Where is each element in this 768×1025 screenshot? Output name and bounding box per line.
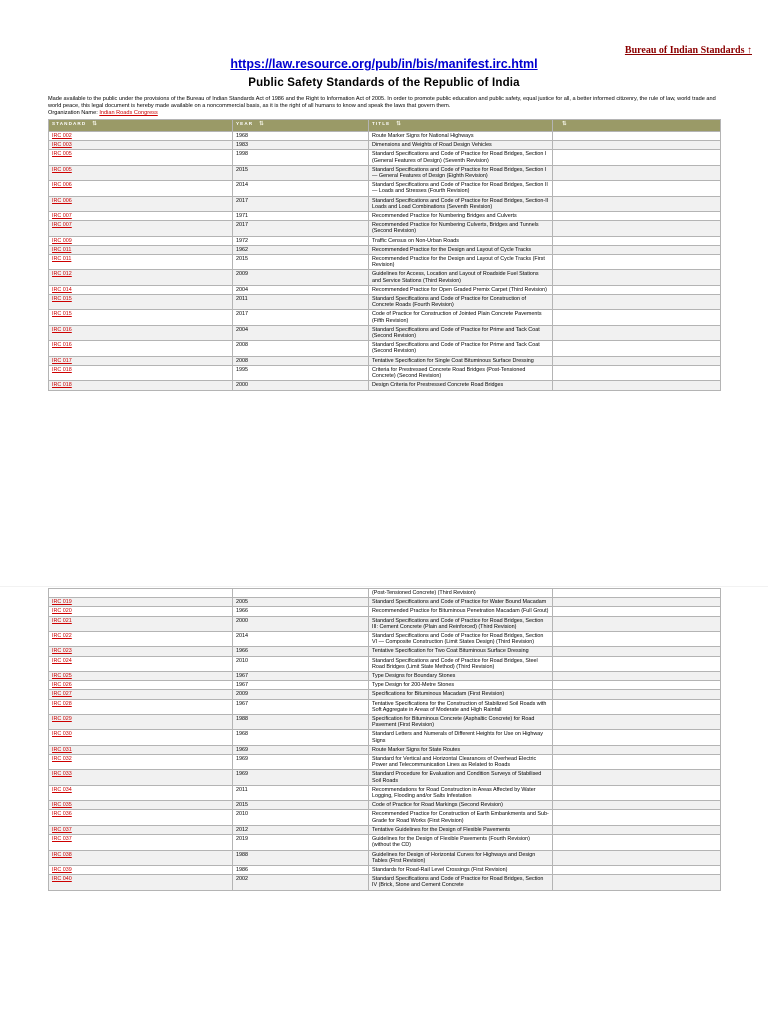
table-row [49, 165, 721, 180]
standard-link[interactable]: IRC 003 [52, 142, 72, 149]
cell-standard [49, 616, 233, 631]
document-title: Public Safety Standards of the Republic of India [248, 77, 520, 89]
cell-year: 1966 [233, 647, 369, 656]
standard-link[interactable]: IRC 009 [52, 237, 72, 244]
cell-year: 2010 [233, 656, 369, 671]
standard-link[interactable]: IRC 028 [52, 700, 72, 707]
cell-standard [49, 825, 233, 834]
cell-title: Standard Specifications and Code of Practice for Prime and Tack Coat (Second Revision) [369, 341, 553, 356]
cell-extra [553, 835, 721, 850]
cell-title: Tentative Guidelines for the Design of Flexible Pavements [369, 825, 553, 834]
cell-year: 2009 [233, 690, 369, 699]
cell-extra [553, 865, 721, 874]
standard-link[interactable]: IRC 007 [52, 222, 72, 229]
table-row [49, 755, 721, 770]
document-page-2 [0, 586, 768, 1025]
cell-year: 2008 [233, 341, 369, 356]
standard-link[interactable]: IRC 034 [52, 786, 72, 793]
cell-title: Standard Procedure for Evaluation and Condition Surveys of Stabilised Soil Roads [369, 770, 553, 785]
cell-year: 2000 [233, 381, 369, 390]
table-row [49, 699, 721, 714]
cell-standard [49, 150, 233, 165]
cell-extra [553, 875, 721, 890]
table-row [49, 865, 721, 874]
cell-extra [553, 141, 721, 150]
cell-title: Standard Letters and Numerals of Different Heights for Use on Highway Signs [369, 730, 553, 745]
standard-link[interactable]: IRC 031 [52, 746, 72, 753]
table-row [49, 730, 721, 745]
table-row [49, 270, 721, 285]
table-row [49, 632, 721, 647]
standard-link[interactable]: IRC 005 [52, 166, 72, 173]
cell-standard [49, 365, 233, 380]
cell-title: Criteria for Prestressed Concrete Road Bridges (Post-Tensioned Concrete) (Second Revision) [369, 365, 553, 380]
cell-standard [49, 212, 233, 221]
cell-year [233, 589, 369, 598]
cell-year: 1968 [233, 132, 369, 141]
cell-standard [49, 141, 233, 150]
table-row [49, 285, 721, 294]
table-row [49, 150, 721, 165]
cell-extra [553, 745, 721, 754]
cell-year: 1969 [233, 745, 369, 754]
cell-year: 1995 [233, 365, 369, 380]
cell-title: Recommended Practice for the Design and Layout of Cycle Tracks [369, 245, 553, 254]
cell-title: Tentative Specifications for the Construction of Stabilized Soil Roads with Soft Aggregate in Areas of Moderate and High Rainfall [369, 699, 553, 714]
table-row [49, 141, 721, 150]
table-row [49, 245, 721, 254]
standards-table-continued [48, 588, 721, 891]
cell-year: 1971 [233, 212, 369, 221]
standard-link[interactable]: IRC 014 [52, 286, 72, 293]
standard-link[interactable]: IRC 037 [52, 836, 72, 843]
standard-link[interactable]: IRC 021 [52, 617, 72, 624]
cell-standard [49, 681, 233, 690]
cell-standard [49, 236, 233, 245]
cell-title: Standards for Road-Rail Level Crossings (First Revision) [369, 865, 553, 874]
cell-standard [49, 255, 233, 270]
cell-extra [553, 221, 721, 236]
cell-title: (Post-Tensioned Concrete) (Third Revision) [369, 589, 553, 598]
cell-extra [553, 285, 721, 294]
cell-extra [553, 616, 721, 631]
table-row [49, 850, 721, 865]
standard-link[interactable]: IRC 025 [52, 673, 72, 680]
standard-link[interactable]: IRC 017 [52, 357, 72, 364]
column-header-standard[interactable]: STANDARD ⇅ [49, 120, 233, 132]
cell-extra [553, 801, 721, 810]
column-header-title[interactable]: TITLE ⇅ [369, 120, 553, 132]
standard-link[interactable]: IRC 011 [52, 256, 72, 263]
cell-year: 1967 [233, 681, 369, 690]
cell-year: 2008 [233, 356, 369, 365]
cell-year: 1967 [233, 672, 369, 681]
table-row [49, 616, 721, 631]
cell-standard [49, 270, 233, 285]
cell-standard [49, 865, 233, 874]
cell-extra [553, 785, 721, 800]
standard-link[interactable]: IRC 032 [52, 756, 72, 763]
cell-standard [49, 770, 233, 785]
organization-label: Organization Name: [48, 110, 98, 116]
table-row [49, 255, 721, 270]
manifest-url-link[interactable]: https://law.resource.org/pub/in/bis/manifest.irc.html [230, 57, 538, 71]
standard-link[interactable]: IRC 037 [52, 826, 72, 833]
cell-title: Standard Specifications and Code of Practice for Road Bridges, Section I — General Features of Design (Eighth Revision) [369, 165, 553, 180]
standard-link[interactable]: IRC 015 [52, 296, 72, 303]
standard-link[interactable]: IRC 019 [52, 599, 72, 606]
table-row [49, 589, 721, 598]
table-row [49, 875, 721, 890]
cell-title: Guidelines for the Design of Flexible Pavements (Fourth Revision) (without the CD) [369, 835, 553, 850]
cell-standard [49, 598, 233, 607]
intro-paragraph: Made available to the public under the provisions of the Bureau of Indian Standards Act of 1986 and the Right to Information Act of 2005. In order to promote public education and public safety, equal justice for all, a better informed citizenry, the rule of law, world trade and world peace, this legal document is hereby made available on a noncommercial basis, as it is the right of all humans to know and speak the laws that govern them. [48, 96, 716, 109]
cell-title: Recommended Practice for Construction of Earth Embankments and Sub-Grade for Road Works (First Revision) [369, 810, 553, 825]
cell-title: Recommended Practice for Open Graded Premix Carpet (Third Revision) [369, 285, 553, 294]
cell-extra [553, 132, 721, 141]
cell-title: Recommended Practice for Numbering Culverts, Bridges and Tunnels (Second Revision) [369, 221, 553, 236]
cell-standard [49, 341, 233, 356]
cell-standard [49, 165, 233, 180]
table-row [49, 656, 721, 671]
table-row [49, 310, 721, 325]
table-row [49, 607, 721, 616]
cell-title: Standard Specifications and Code of Practice for Road Bridges, Section-II Loads and Load Combinations (Seventh Revision) [369, 196, 553, 211]
cell-title: Traffic Census on Non-Urban Roads [369, 236, 553, 245]
cell-standard [49, 647, 233, 656]
table-row [49, 647, 721, 656]
sort-arrows-icon[interactable]: ⇅ [259, 121, 264, 127]
table-row [49, 181, 721, 196]
cell-extra [553, 672, 721, 681]
cell-extra [553, 310, 721, 325]
table-row [49, 745, 721, 754]
cell-extra [553, 755, 721, 770]
cell-standard [49, 325, 233, 340]
cell-year: 1967 [233, 699, 369, 714]
standard-link[interactable]: IRC 027 [52, 691, 72, 698]
cell-extra [553, 681, 721, 690]
standard-link[interactable]: IRC 040 [52, 876, 72, 883]
cell-title: Standard Specifications and Code of Practice for Road Bridges, Section II — Loads and Stresses (Fourth Revision) [369, 181, 553, 196]
cell-title: Standard Specifications and Code of Practice for Water Bound Macadam [369, 598, 553, 607]
standard-link[interactable]: IRC 016 [52, 326, 72, 333]
table-row [49, 598, 721, 607]
cell-year: 1969 [233, 770, 369, 785]
cell-year: 2017 [233, 310, 369, 325]
table-header-row [49, 120, 721, 132]
cell-year: 2010 [233, 810, 369, 825]
cell-extra [553, 245, 721, 254]
cell-extra [553, 255, 721, 270]
cell-title: Standard Specifications and Code of Practice for Road Bridges, Steel Road Bridges (Limit State Method) (Third Revision) [369, 656, 553, 671]
cell-standard [49, 245, 233, 254]
cell-standard [49, 875, 233, 890]
cell-extra [553, 236, 721, 245]
table-row [49, 196, 721, 211]
cell-title: Standard Specifications and Code of Practice for Road Bridges, Section VI — Composite Construction (Limit States Design) (Third Revision) [369, 632, 553, 647]
cell-extra [553, 356, 721, 365]
standard-link[interactable]: IRC 018 [52, 366, 72, 373]
cell-standard [49, 690, 233, 699]
cell-title: Standard Specifications and Code of Practice for Road Bridges, Section III: Cement Concrete (Plain and Reinforced) (Third Revision) [369, 616, 553, 631]
cell-year: 1972 [233, 236, 369, 245]
standard-link[interactable]: IRC 029 [52, 716, 72, 723]
cell-year: 2000 [233, 616, 369, 631]
cell-extra [553, 715, 721, 730]
cell-extra [553, 825, 721, 834]
cell-year: 2017 [233, 221, 369, 236]
sort-arrows-icon[interactable]: ⇅ [562, 121, 567, 127]
cell-standard [49, 755, 233, 770]
cell-standard [49, 221, 233, 236]
table-row [49, 132, 721, 141]
cell-title: Standard Specifications and Code of Practice for Road Bridges, Section I (General Features of Design) (Seventh Revision) [369, 150, 553, 165]
cell-standard [49, 381, 233, 390]
cell-extra [553, 325, 721, 340]
standard-link[interactable]: IRC 005 [52, 151, 72, 158]
cell-extra [553, 730, 721, 745]
standard-link[interactable]: IRC 026 [52, 682, 72, 689]
cell-extra [553, 810, 721, 825]
standard-link[interactable]: IRC 015 [52, 311, 72, 318]
cell-standard [49, 196, 233, 211]
cell-title: Standard Specifications and Code of Practice for Road Bridges, Section IV (Brick, Stone and Cement Concrete [369, 875, 553, 890]
cell-year: 1962 [233, 245, 369, 254]
cell-standard [49, 356, 233, 365]
standard-link[interactable]: IRC 024 [52, 657, 72, 664]
cell-extra [553, 165, 721, 180]
cell-standard [49, 589, 233, 598]
standard-link[interactable]: IRC 033 [52, 771, 72, 778]
column-header-extra[interactable] [553, 120, 721, 132]
cell-year: 1983 [233, 141, 369, 150]
cell-extra [553, 598, 721, 607]
cell-standard [49, 785, 233, 800]
cell-title: Recommended Practice for Numbering Bridges and Culverts [369, 212, 553, 221]
standard-link[interactable]: IRC 035 [52, 802, 72, 809]
cell-standard [49, 181, 233, 196]
cell-standard [49, 132, 233, 141]
standard-link[interactable]: IRC 018 [52, 382, 72, 389]
cell-year: 2004 [233, 285, 369, 294]
sort-arrows-icon[interactable]: ⇅ [92, 121, 97, 127]
standard-link[interactable]: IRC 006 [52, 182, 72, 189]
cell-standard [49, 632, 233, 647]
standard-link[interactable]: IRC 039 [52, 866, 72, 873]
standard-link[interactable]: IRC 011 [52, 246, 72, 253]
table-row [49, 356, 721, 365]
table-row [49, 801, 721, 810]
cell-title: Specifications for Bituminous Macadam (First Revision) [369, 690, 553, 699]
cell-extra [553, 770, 721, 785]
cell-standard [49, 745, 233, 754]
cell-extra [553, 181, 721, 196]
cell-standard [49, 672, 233, 681]
cell-extra [553, 365, 721, 380]
standard-link[interactable]: IRC 006 [52, 197, 72, 204]
cell-year: 2011 [233, 295, 369, 310]
sort-arrows-icon[interactable]: ⇅ [396, 121, 401, 127]
cell-extra [553, 196, 721, 211]
table-row [49, 770, 721, 785]
standards-table [48, 119, 721, 391]
cell-year: 2014 [233, 632, 369, 647]
cell-extra [553, 212, 721, 221]
cell-title: Type Design for 200-Metre Stones [369, 681, 553, 690]
table-row [49, 835, 721, 850]
cell-title: Tentative Specification for Two Coat Bituminous Surface Dressing [369, 647, 553, 656]
cell-standard [49, 295, 233, 310]
table-row [49, 715, 721, 730]
table-row [49, 690, 721, 699]
table-row [49, 325, 721, 340]
cell-standard [49, 730, 233, 745]
cell-standard [49, 607, 233, 616]
standard-link[interactable]: IRC 036 [52, 811, 72, 818]
cell-year: 2012 [233, 825, 369, 834]
cell-year: 2009 [233, 270, 369, 285]
cell-standard [49, 835, 233, 850]
cell-extra [553, 589, 721, 598]
cell-title: Design Criteria for Prestressed Concrete Road Bridges [369, 381, 553, 390]
table-row [49, 785, 721, 800]
table-row [49, 221, 721, 236]
cell-year: 2011 [233, 785, 369, 800]
cell-year: 2017 [233, 196, 369, 211]
cell-standard [49, 850, 233, 865]
table-row [49, 236, 721, 245]
cell-year: 2019 [233, 835, 369, 850]
cell-year: 2005 [233, 598, 369, 607]
standard-link[interactable]: IRC 012 [52, 271, 72, 278]
bureau-of-indian-standards-link[interactable]: Bureau of Indian Standards ↑ [624, 45, 752, 56]
cell-title: Route Marker Signs for State Routes [369, 745, 553, 754]
standard-link[interactable]: IRC 030 [52, 731, 72, 738]
cell-title: Code of Practice for Construction of Jointed Plain Concrete Pavements (Fifth Revision) [369, 310, 553, 325]
cell-title: Standard Specifications and Code of Practice for Prime and Tack Coat (Second Revision) [369, 325, 553, 340]
cell-year: 1969 [233, 755, 369, 770]
cell-year: 2002 [233, 875, 369, 890]
standard-link[interactable]: IRC 023 [52, 648, 72, 655]
column-header-year[interactable]: YEAR ⇅ [233, 120, 369, 132]
cell-year: 1986 [233, 865, 369, 874]
cell-title: Tentative Specification for Single Coat Bituminous Surface Dressing [369, 356, 553, 365]
cell-year: 2015 [233, 801, 369, 810]
cell-title: Code of Practice for Road Markings (Second Revision) [369, 801, 553, 810]
table-row [49, 212, 721, 221]
cell-year: 2015 [233, 165, 369, 180]
table-row [49, 295, 721, 310]
cell-standard [49, 656, 233, 671]
cell-title: Type Designs for Boundary Stones [369, 672, 553, 681]
cell-title: Standard for Vertical and Horizontal Clearances of Overhead Electric Power and Telecommunication Lines as Related to Roads [369, 755, 553, 770]
cell-extra [553, 341, 721, 356]
table-row [49, 341, 721, 356]
cell-extra [553, 699, 721, 714]
cell-standard [49, 801, 233, 810]
cell-year: 1968 [233, 730, 369, 745]
cell-year: 2004 [233, 325, 369, 340]
cell-standard [49, 285, 233, 294]
cell-title: Standard Specifications and Code of Practice for Construction of Concrete Roads (Fourth Revision) [369, 295, 553, 310]
cell-standard [49, 699, 233, 714]
cell-title: Guidelines for Access, Location and Layout of Roadside Fuel Stations and Service Stations (Third Revision) [369, 270, 553, 285]
cell-title: Specification for Bituminous Concrete (Asphaltic Concrete) for Road Pavement (First Revision) [369, 715, 553, 730]
cell-extra [553, 150, 721, 165]
cell-extra [553, 270, 721, 285]
table-row [49, 365, 721, 380]
cell-year: 1966 [233, 607, 369, 616]
standard-link[interactable]: IRC 038 [52, 851, 72, 858]
cell-title: Recommended Practice for the Design and Layout of Cycle Tracks (First Revision) [369, 255, 553, 270]
cell-year: 1988 [233, 715, 369, 730]
organization-line [48, 110, 158, 117]
cell-extra [553, 850, 721, 865]
standard-link[interactable]: IRC 022 [52, 633, 72, 640]
standard-link[interactable]: IRC 002 [52, 133, 72, 139]
cell-title: Dimensions and Weights of Road Design Vehicles [369, 141, 553, 150]
cell-extra [553, 607, 721, 616]
table-row [49, 672, 721, 681]
cell-standard [49, 810, 233, 825]
table-row [49, 810, 721, 825]
cell-year: 2015 [233, 255, 369, 270]
cell-standard [49, 715, 233, 730]
cell-extra [553, 381, 721, 390]
organization-link[interactable]: Indian Roads Congress [99, 110, 158, 116]
table-row [49, 825, 721, 834]
cell-title: Recommendations for Road Construction in Areas Affected by Water Logging, Flooding and/or Salts Infestation [369, 785, 553, 800]
standard-link[interactable]: IRC 007 [52, 213, 72, 220]
table-row [49, 681, 721, 690]
cell-title: Guidelines for Design of Horizontal Curves for Highways and Design Tables (First Revision) [369, 850, 553, 865]
cell-extra [553, 647, 721, 656]
cell-year: 2014 [233, 181, 369, 196]
cell-standard [49, 310, 233, 325]
cell-extra [553, 656, 721, 671]
cell-extra [553, 690, 721, 699]
standard-link[interactable]: IRC 020 [52, 608, 72, 615]
cell-extra [553, 632, 721, 647]
standard-link[interactable]: IRC 016 [52, 342, 72, 349]
cell-title: Recommended Practice for Bituminous Penetration Macadam (Full Grout) [369, 607, 553, 616]
table-row [49, 381, 721, 390]
cell-extra [553, 295, 721, 310]
cell-title: Route Marker Signs for National Highways [369, 132, 553, 141]
cell-year: 1998 [233, 150, 369, 165]
cell-year: 1988 [233, 850, 369, 865]
